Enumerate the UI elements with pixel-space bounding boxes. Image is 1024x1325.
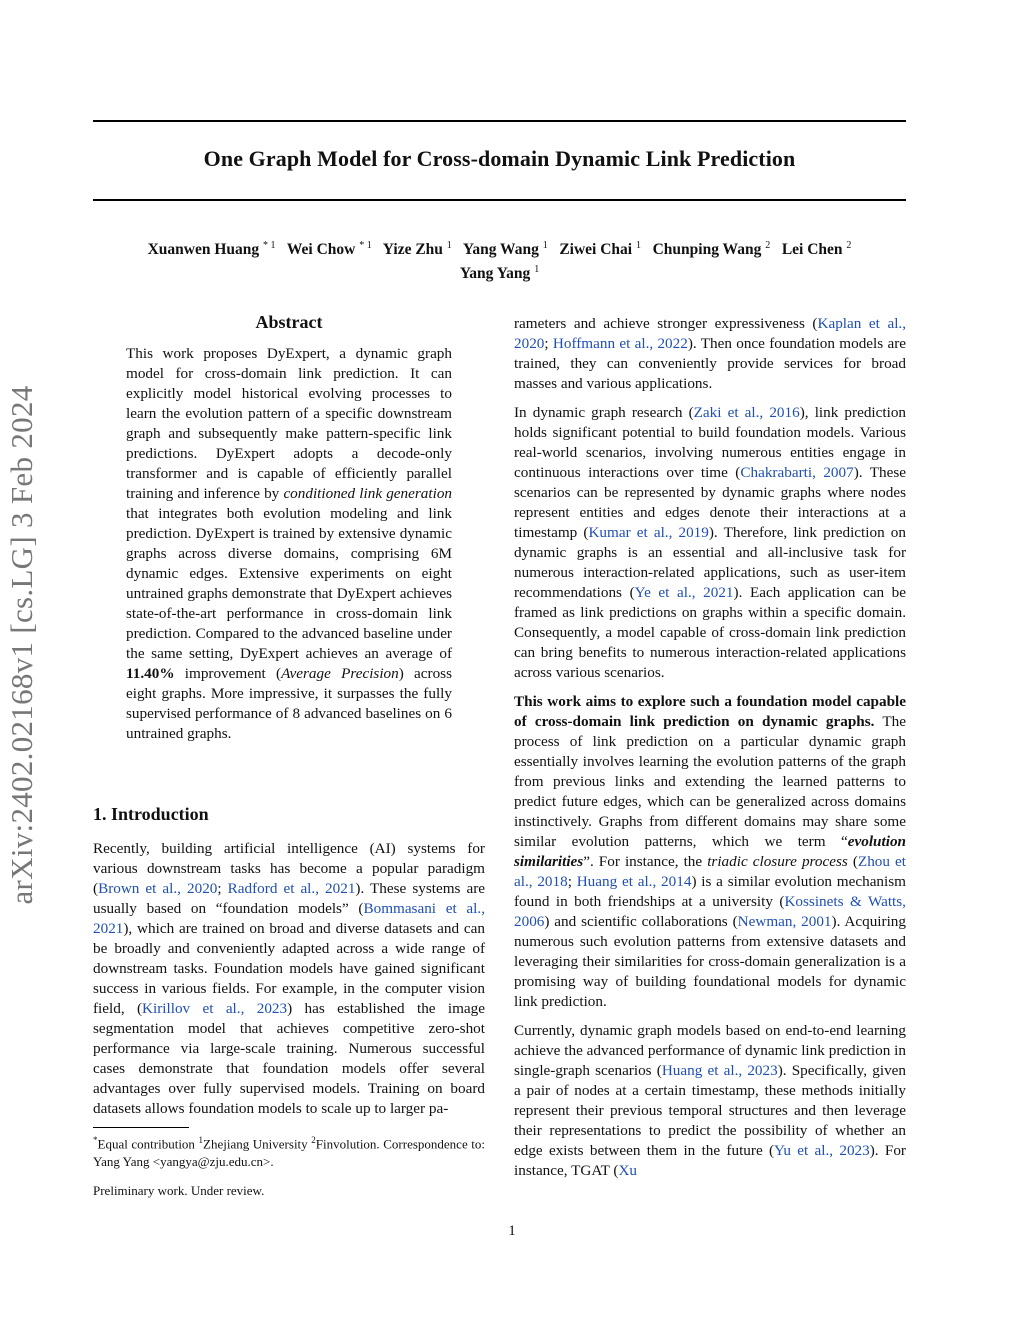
title-bottom-rule [93,199,906,201]
abstract-heading: Abstract [255,312,323,332]
body-paragraph: This work aims to explore such a foundation model capable of cross-domain link prediction on dynamic graphs. The process of link prediction on a particular dynamic graph essentially involves learning the evolution patterns of the graph from previous links and extending the learned patterns to predict future edges, which can be generalized across domains instinctively. Graphs from different domains may share some similar evolution patterns, which we term “evolution similarities”. For instance, the triadic closure process (Zhou et al., 2018; Huang et al., 2014) is a similar evolution mechanism found in both friendships at a university (Kossinets & Watts, 2006) and scientific collaborations (Newman, 2001). Acquiring numerous such evolution patterns from extensive datasets and leveraging their similarities for cross-domain generalization is a promising way of building foundational models for dynamic link prediction. [514,693,906,1010]
footnote-rule [93,1127,189,1128]
citation-link[interactable]: Newman, 2001 [737,913,832,930]
abstract-body: This work proposes DyExpert, a dynamic graph model for cross-domain link prediction. It can explicitly model historical evolving processes to learn the evolution pattern of a specific downstream graph and subsequently make pattern-specific link predictions. DyExpert adopts a decode-only transformer and is capable of efficiently parallel training and inference by conditioned link generation that integrates both evolution modeling and link prediction. DyExpert is trained by extensive dynamic graphs across diverse domains, comprising 6M dynamic edges. Extensive experiments on eight untrained graphs demonstrate that DyExpert achieves state-of-the-art performance in cross-domain link prediction. Compared to the advanced baseline under the same setting, DyExpert achieves an average of 11.40% improvement (Average Precision) across eight graphs. More impressive, it surpasses the fully supervised performance of 8 advanced baselines on 6 untrained graphs. [126,345,453,742]
author: Ziwei Chai $^1$ [559,240,641,259]
author: Xuanwen Huang $^{* 1}$ [147,240,276,259]
title-top-rule [93,120,906,122]
arxiv-identifier[interactable]: arXiv:2402.02168v1 [cs.LG] 3 Feb 2024 [4,385,39,905]
author: Yize Zhu $^1$ [382,240,452,259]
preliminary-note: Preliminary work. Under review. [93,1183,265,1198]
section-heading-introduction: 1. Introduction [93,804,209,824]
citation-link[interactable]: Huang et al., 2014 [576,873,692,890]
body-paragraph: In dynamic graph research (Zaki et al., 2016), link prediction holds significant potential to build foundation models. Various real-world scenarios, involving numerous entities engage in continuous interactions over time (Chakrabarti, 2007). These scenarios can be represented by dynamic graphs where nodes represent entities and edges denote their interactions at a timestamp (Kumar et al., 2019). Therefore, link prediction on dynamic graphs is an essential and all-inclusive task for numerous interaction-related applications, such as user-item recommendations (Ye et al., 2021). Each application can be framed as link predictions on graphs within a specific domain. Consequently, a model capable of cross-domain link prediction can bring benefits to numerous interaction-related applications across various scenarios. [514,404,907,681]
author: Yang Wang $^1$ [462,240,548,259]
citation-link[interactable]: Kirillov et al., 2023 [142,1000,288,1017]
citation-link[interactable]: Zaki et al., 2016 [693,404,800,421]
author: Chunping Wang $^2$ [652,240,771,259]
paper-title: One Graph Model for Cross-domain Dynamic Link Prediction [203,146,796,171]
body-paragraph: rameters and achieve stronger expressiveness (Kaplan et al., 2020; Hoffmann et al., 2022). Then once foundation models are trained, they can conveniently provide services for broad masses and various applications. [514,315,907,392]
author: Lei Chen $^2$ [781,240,852,259]
citation-link[interactable]: Bommasani et al., 2021 [93,900,485,937]
citation-link[interactable]: Hoffmann et al., 2022 [552,335,688,352]
citation-link[interactable]: Kumar et al., 2019 [588,524,709,541]
intro-paragraph: Recently, building artificial intelligence (AI) systems for various downstream tasks has become a popular paradigm (Brown et al., 2020; Radford et al., 2021). These systems are usually based on “foundation models” (Bommasani et al., 2021), which are trained on broad and diverse datasets and can be broadly and conveniently adapted across a wide range of downstream tasks. Foundation models have gained significant success in various fields. For example, in the computer vision field, (Kirillov et al., 2023) has established the image segmentation model that achieves competitive zero-shot performance via large-scale training. Numerous successful cases demonstrate that foundation models offer several advantages over fully supervised models. Training on board datasets allows foundation models to scale up to larger pa- [93,840,485,1117]
citation-link[interactable]: Ye et al., 2021 [634,584,734,601]
page-number: 1 [508,1223,516,1239]
right-column [514,314,906,1190]
citation-link[interactable]: Brown et al., 2020 [98,880,218,897]
citation-link[interactable]: Huang et al., 2023 [661,1062,778,1079]
citation-link[interactable]: Kaplan et al., 2020 [514,315,907,352]
citation-link[interactable]: Zhou et al., 2018 [514,853,906,890]
citation-link[interactable]: Xu [618,1162,638,1179]
citation-link[interactable]: Yu et al., 2023 [774,1142,870,1159]
body-paragraph: Currently, dynamic graph models based on end-to-end learning achieve the advanced performance of dynamic link prediction in single-graph scenarios (Huang et al., 2023). Specifically, given a pair of nodes at a certain timestamp, these methods initially represent their previous temporal structures and then leverage their representations to predict the possibility of whether an edge exists between them in the future (Yu et al., 2023). For instance, TGAT (Xu [514,1022,906,1179]
author-list [93,236,906,284]
citation-link[interactable]: Radford et al., 2021 [227,880,356,897]
citation-link[interactable]: Chakrabarti, 2007 [740,464,854,481]
author: Yang Yang $^1$ [459,264,540,283]
footnote: *Equal contribution $^1$Zhejiang University $^2$Finvolution. Correspondence to: Yang Yang <yangya@zju.edu.cn>. [93,1135,486,1170]
citation-link[interactable]: Kossinets & Watts, 2006 [514,893,906,930]
author: Wei Chow $^{* 1}$ [286,240,372,259]
